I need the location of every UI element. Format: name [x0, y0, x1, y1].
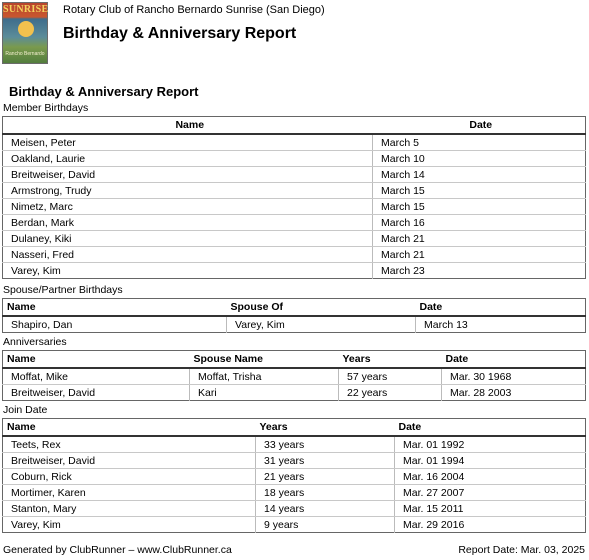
table-row — [3, 134, 586, 151]
member-birthdays-table — [2, 116, 586, 279]
table-cell: Nasseri, Fred — [3, 247, 373, 263]
footer-generated-by: Generated by ClubRunner – www.ClubRunner.ca — [3, 544, 232, 556]
table-cell: Mar. 28 2003 — [442, 385, 586, 401]
table-cell: Mar. 15 2011 — [395, 501, 586, 517]
table-header-row — [3, 419, 586, 437]
column-header-name: Name — [3, 117, 373, 135]
anniversaries-table — [2, 350, 586, 401]
table-cell: Mar. 01 1994 — [395, 453, 586, 469]
column-header-date: Date — [416, 299, 586, 317]
header-title: Birthday & Anniversary Report — [63, 25, 297, 42]
table-row — [3, 263, 586, 279]
table-row — [3, 517, 586, 533]
table-cell: March 15 — [373, 199, 586, 215]
table-cell: 9 years — [256, 517, 395, 533]
logo-wordmark: SUNRISE — [3, 4, 49, 15]
table-row — [3, 485, 586, 501]
column-header-date: Date — [442, 351, 586, 369]
table-cell: 21 years — [256, 469, 395, 485]
join-date-label: Join Date — [3, 404, 48, 416]
table-cell: March 14 — [373, 167, 586, 183]
table-cell: 31 years — [256, 453, 395, 469]
table-row — [3, 151, 586, 167]
table-cell: Mortimer, Karen — [3, 485, 256, 501]
table-cell: 33 years — [256, 436, 395, 453]
table-cell: March 21 — [373, 231, 586, 247]
table-row — [3, 215, 586, 231]
column-header-spouse-of: Spouse Of — [227, 299, 416, 317]
table-cell: Oakland, Laurie — [3, 151, 373, 167]
spouse-birthdays-table — [2, 298, 586, 333]
table-cell: March 5 — [373, 134, 586, 151]
table-cell: Moffat, Mike — [3, 368, 190, 385]
table-cell: Breitweiser, David — [3, 453, 256, 469]
join-date-table — [2, 418, 586, 533]
column-header-spouse-name: Spouse Name — [190, 351, 339, 369]
table-cell: Mar. 27 2007 — [395, 485, 586, 501]
table-cell: Shapiro, Dan — [11, 318, 73, 331]
member-birthdays-body — [3, 134, 586, 279]
table-cell: Teets, Rex — [3, 436, 256, 453]
table-row — [3, 183, 586, 199]
table-cell: Varey, Kim — [11, 518, 61, 531]
table-row — [3, 368, 586, 385]
table-cell: Varey, Kim — [227, 316, 416, 333]
column-header-date: Date — [373, 117, 586, 135]
table-header-row — [3, 351, 586, 369]
table-row — [3, 231, 586, 247]
sun-icon — [18, 21, 34, 37]
column-header-date: Date — [395, 419, 586, 437]
anniversaries-label: Anniversaries — [3, 336, 67, 348]
table-cell: Moffat, Trisha — [190, 368, 339, 385]
table-row — [3, 385, 586, 401]
table-cell: Mar. 16 2004 — [395, 469, 586, 485]
report-title: Birthday & Anniversary Report — [9, 84, 199, 99]
table-cell: March 16 — [373, 215, 586, 231]
table-cell: March 21 — [373, 247, 586, 263]
table-cell: 14 years — [256, 501, 395, 517]
table-cell: Meisen, Peter — [3, 134, 373, 151]
column-header-name: Name — [3, 351, 190, 369]
table-cell: Coburn, Rick — [3, 469, 256, 485]
table-cell: Stanton, Mary — [3, 501, 256, 517]
table-cell: March 10 — [373, 151, 586, 167]
spouse-birthdays-body — [3, 316, 586, 333]
table-cell: Breitweiser, David — [11, 386, 96, 399]
column-header-years: Years — [256, 419, 395, 437]
table-cell: Armstrong, Trudy — [3, 183, 373, 199]
column-header-name: Name — [3, 419, 256, 437]
table-cell: 22 years — [339, 385, 442, 401]
logo-subtext: Rancho Bernardo — [5, 51, 45, 57]
column-header-years: Years — [339, 351, 442, 369]
column-header-name: Name — [3, 299, 227, 317]
table-row — [3, 436, 586, 453]
table-cell: Dulaney, Kiki — [3, 231, 373, 247]
table-header-row — [3, 117, 586, 135]
table-cell: March 15 — [373, 183, 586, 199]
club-logo — [2, 2, 48, 64]
table-cell: March 23 — [373, 263, 586, 279]
join-date-body — [3, 436, 586, 533]
anniversaries-body — [3, 368, 586, 401]
table-cell: Berdan, Mark — [3, 215, 373, 231]
table-row — [3, 199, 586, 215]
table-cell: 18 years — [256, 485, 395, 501]
spouse-birthdays-label: Spouse/Partner Birthdays — [3, 284, 123, 296]
table-row — [3, 316, 586, 333]
table-row — [3, 501, 586, 517]
table-cell: Nimetz, Marc — [3, 199, 373, 215]
table-cell: Breitweiser, David — [3, 167, 373, 183]
table-row — [3, 167, 586, 183]
member-birthdays-label: Member Birthdays — [3, 102, 89, 114]
table-row — [3, 247, 586, 263]
table-cell: 57 years — [339, 368, 442, 385]
table-cell: Varey, Kim — [11, 264, 61, 277]
table-cell: March 13 — [416, 316, 586, 333]
table-cell: Mar. 29 2016 — [395, 517, 586, 533]
table-cell: Kari — [190, 385, 339, 401]
table-row — [3, 453, 586, 469]
table-header-row — [3, 299, 586, 317]
table-cell: Mar. 01 1992 — [395, 436, 586, 453]
footer-report-date: Report Date: Mar. 03, 2025 — [458, 544, 585, 556]
club-name: Rotary Club of Rancho Bernardo Sunrise (San Diego) — [63, 4, 325, 16]
table-cell: Mar. 30 1968 — [442, 368, 586, 385]
table-row — [3, 469, 586, 485]
